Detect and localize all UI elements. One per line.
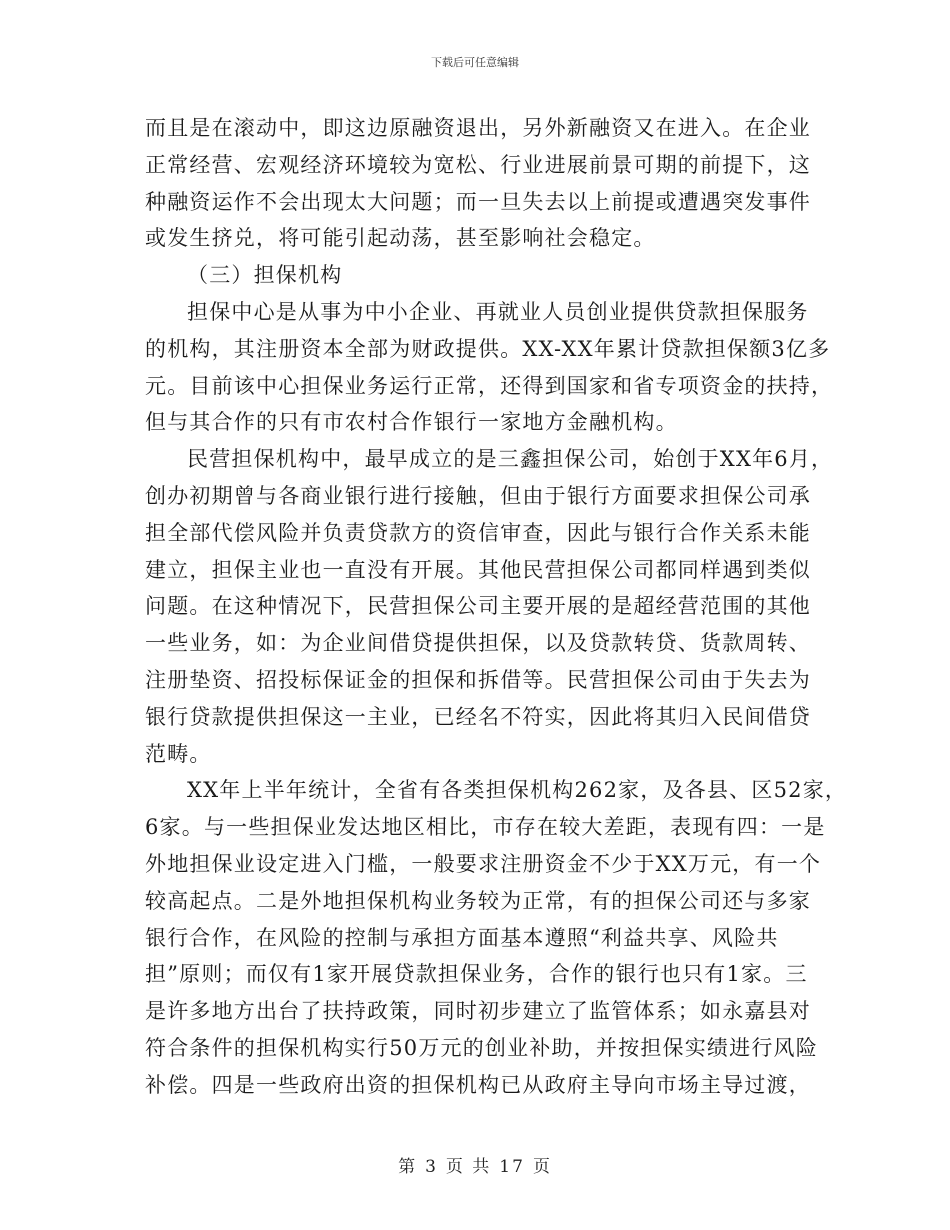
text-line: 一些业务，如：为企业间借贷提供担保，以及贷款转贷、货款周转、	[145, 631, 811, 656]
paragraph-first-line: XX年上半年统计，全省有各类担保机构262家，及各县、区52家，	[187, 778, 848, 803]
section-heading: （三）担保机构	[187, 263, 343, 288]
page-footer	[0, 1152, 950, 1177]
text-line: 范畴。	[145, 741, 212, 766]
text-line: 符合条件的担保机构实行50万元的创业补助，并按担保实绩进行风险	[145, 1035, 818, 1060]
text-line: 或发生挤兑，将可能引起动荡，甚至影响社会稳定。	[145, 226, 656, 251]
text-line: 6家。与一些担保业发达地区相比，市存在较大差距，表现有四：一是	[145, 815, 826, 840]
text-line: 的机构，其注册资本全部为财政提供。XX-XX年累计贷款担保额3亿多	[145, 336, 831, 361]
text-line: 而且是在滚动中，即这边原融资退出，另外新融资又在进入。在企业	[145, 116, 811, 140]
footer-prefix: 第	[398, 1157, 418, 1177]
text-line: 种融资运作不会出现太大问题；而一旦失去以上前提或遭遇突发事件	[145, 189, 811, 214]
text-line: 创办初期曾与各商业银行进行接触，但由于银行方面要求担保公司承	[145, 483, 811, 508]
text-line: 但与其合作的只有市农村合作银行一家地方金融机构。	[145, 410, 678, 435]
footer-middle: 页 共	[445, 1157, 492, 1177]
text-line: 担全部代偿风险并负责贷款方的资信审查，因此与银行合作关系未能	[145, 520, 811, 545]
page-header: 下载后可任意编辑	[431, 56, 519, 69]
current-page-number: 3	[425, 1157, 438, 1177]
total-pages-number: 17	[499, 1157, 525, 1177]
text-line: 问题。在这种情况下，民营担保公司主要开展的是超经营范围的其他	[145, 594, 811, 619]
paragraph-first-line: 民营担保机构中，最早成立的是三鑫担保公司，始创于XX年6月，	[187, 447, 834, 472]
footer-suffix: 页	[532, 1157, 552, 1177]
paragraph-first-line: 担保中心是从事为中小企业、再就业人员创业提供贷款担保服务	[187, 299, 809, 324]
text-line: 外地担保业设定进入门槛，一般要求注册资金不少于XX万元，有一个	[145, 851, 822, 876]
text-line: 补偿。四是一些政府出资的担保机构已从政府主导向市场主导过渡，	[145, 1072, 811, 1097]
text-line: 银行贷款提供担保这一主业，已经名不符实，因此将其归入民间借贷	[145, 704, 811, 729]
text-line: 建立，担保主业也一直没有开展。其他民营担保公司都同样遇到类似	[145, 557, 811, 582]
text-line: 元。目前该中心担保业务运行正常，还得到国家和省专项资金的扶持，	[145, 373, 834, 398]
text-line: 正常经营、宏观经济环境较为宽松、行业进展前景可期的前提下，这	[145, 152, 811, 177]
text-line: 担”原则；而仅有1家开展贷款担保业务，合作的银行也只有1家。三	[145, 962, 808, 987]
document-body	[145, 110, 848, 1104]
text-line: 注册垫资、招投标保证金的担保和拆借等。民营担保公司由于失去为	[145, 667, 811, 692]
text-line: 较高起点。二是外地担保机构业务较为正常，有的担保公司还与多家	[145, 888, 811, 913]
text-line: 银行合作，在风险的控制与承担方面基本遵照“利益共享、风险共	[145, 925, 779, 950]
text-line: 是许多地方出台了扶持政策，同时初步建立了监管体系；如永嘉县对	[145, 999, 811, 1024]
